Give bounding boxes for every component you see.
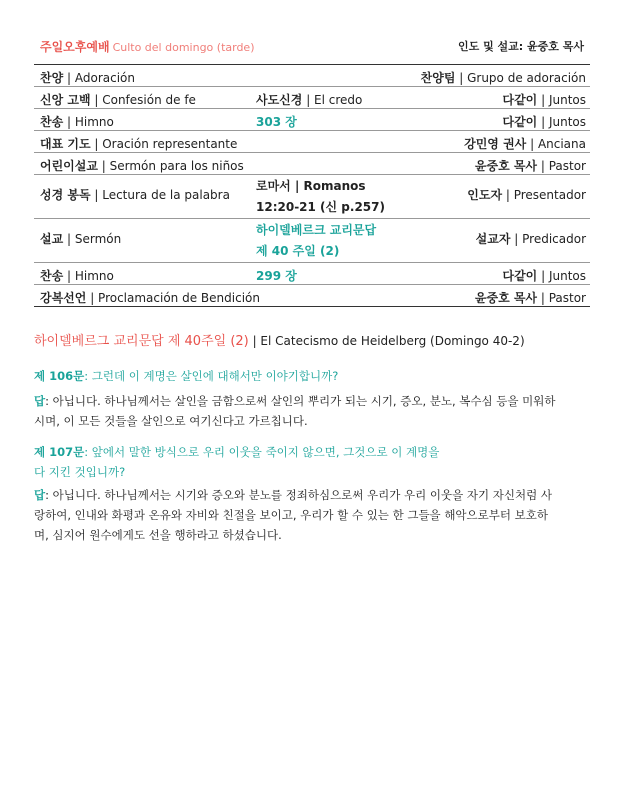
- row-person: 찬양팀 | Grupo de adoración: [420, 71, 586, 85]
- sermon-title: 하이델베르크 교리문답 제 40 주일 (2): [256, 223, 377, 258]
- service-title-es: Culto del domingo (tarde): [112, 41, 255, 54]
- order-row-hymn-2: [34, 263, 590, 285]
- row-person: 설교자 | Predicador: [475, 232, 586, 246]
- row-label: 대표 기도 | Oración representante: [40, 137, 238, 151]
- service-header: [34, 34, 590, 65]
- row-person: 인도자 | Presentador: [467, 188, 586, 202]
- order-row-praise: [34, 65, 590, 87]
- order-row-prayer: [34, 131, 590, 153]
- row-detail: 사도신경 | El credo: [256, 93, 363, 107]
- row-person: 다같이 | Juntos: [502, 115, 586, 129]
- order-row-children-sermon: [34, 153, 590, 175]
- hymn-number: 303 장: [256, 115, 297, 129]
- order-row-sermon: [34, 219, 590, 263]
- order-row-benediction: [34, 285, 590, 307]
- hymn-number: 299 장: [256, 269, 297, 283]
- row-person: 윤중호 목사 | Pastor: [474, 159, 586, 173]
- row-label: 신앙 고백 | Confesión de fe: [40, 93, 196, 107]
- row-label: 성경 봉독 | Lectura de la palabra: [40, 188, 230, 202]
- order-row-scripture: [34, 175, 590, 219]
- catechism-heading: [34, 330, 590, 349]
- row-person: 윤중호 목사 | Pastor: [474, 291, 586, 305]
- row-label: 강복선언 | Proclamación de Bendición: [40, 291, 260, 305]
- bulletin-page: [34, 0, 590, 307]
- order-row-hymn-1: [34, 109, 590, 131]
- row-label: 찬송 | Himno: [40, 115, 114, 129]
- row-person: 다같이 | Juntos: [502, 93, 586, 107]
- service-title-ko: 주일오후예배: [40, 40, 110, 54]
- catechism-title-ko: 하이델베르그 교리문답 제 40주일 (2): [34, 334, 249, 349]
- row-person: 다같이 | Juntos: [502, 269, 586, 283]
- question-107: 제 107문: 앞에서 말한 방식으로 우리 이웃을 죽이지 않으면, 그것으로 이 계명을 다 지킨 것입니까?: [34, 445, 440, 479]
- order-row-confession: [34, 87, 590, 109]
- row-person: 강민영 권사 | Anciana: [464, 137, 586, 151]
- service-title: [40, 38, 255, 55]
- answer-106: 답: 아닙니다. 하나님께서는 살인을 금함으로써 살인의 뿌리가 되는 시기, 증오, 분노, 복수심 등을 미워하시며, 이 모든 것들을 살인으로 여기신다고 가르칩니다.: [34, 394, 556, 428]
- scripture-reference: 로마서 | Romanos 12:20-21 (신 p.257): [256, 179, 385, 214]
- question-106: 제 106문: 그런데 이 계명은 살인에 대해서만 이야기합니까?: [34, 369, 339, 383]
- catechism-title-es: | El Catecismo de Heidelberg (Domingo 40-2): [248, 334, 525, 348]
- row-label: 어린이설교 | Sermón para los niños: [40, 159, 244, 173]
- row-label: 찬양 | Adoración: [40, 71, 135, 85]
- row-label: 설교 | Sermón: [40, 232, 122, 246]
- row-label: 찬송 | Himno: [40, 269, 114, 283]
- service-leader: 인도 및 설교: 윤중호 목사: [458, 40, 584, 53]
- answer-107: 답: 아닙니다. 하나님께서는 시기와 증오와 분노를 정죄하심으로써 우리가 우리 이웃을 자기 자신처럼 사랑하여, 인내와 화평과 온유와 자비와 친절을 보이고, 우리가 할 수 있는 한 그들을 해악으로부터 보호하며, 심지어 원수에게도 선을 행하라고 하셨습니다.: [34, 488, 552, 542]
